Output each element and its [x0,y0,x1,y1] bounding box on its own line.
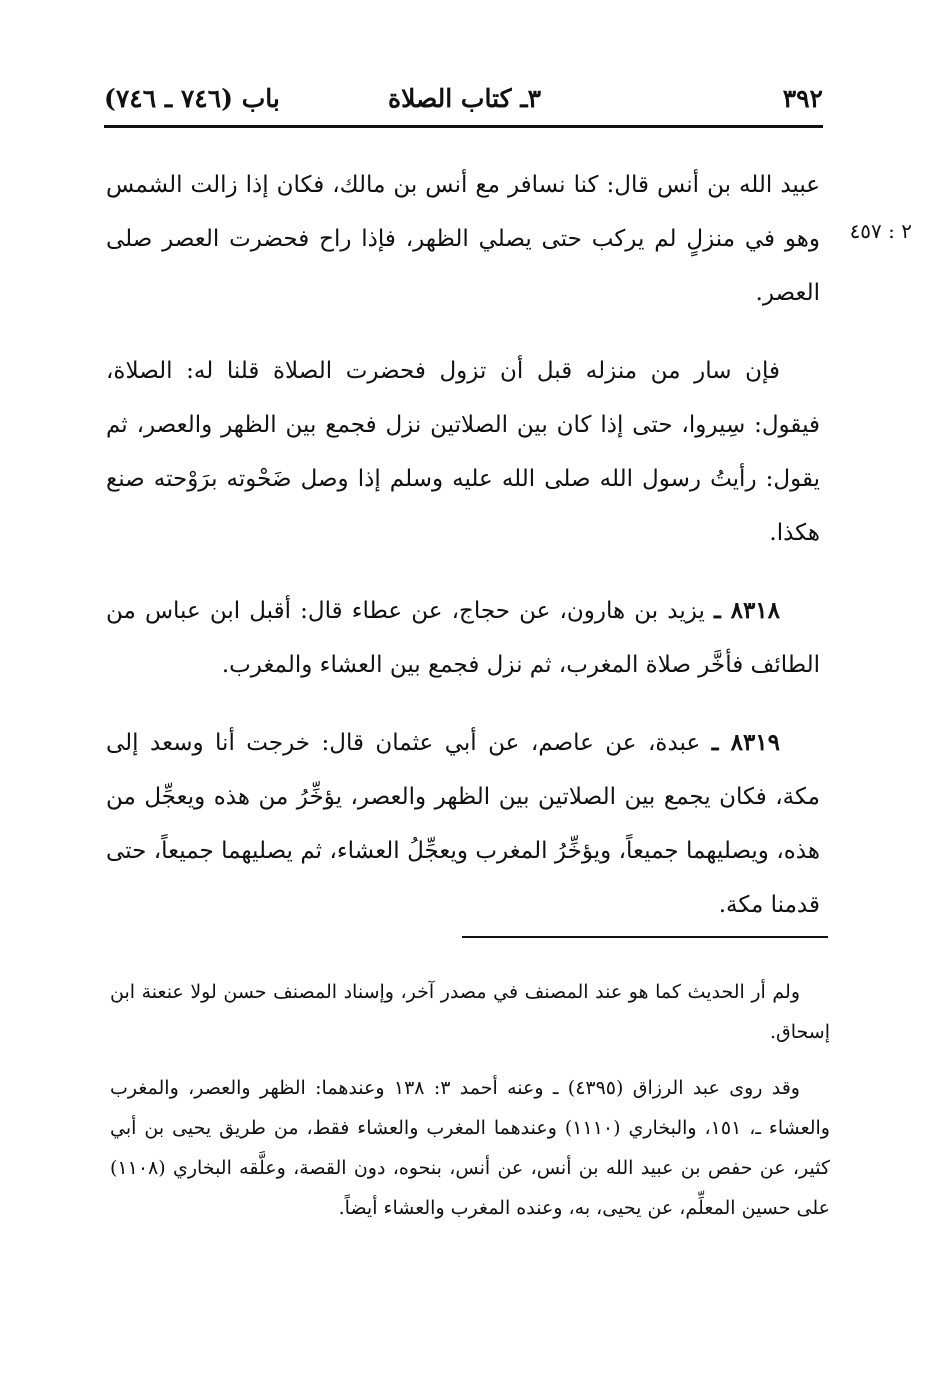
chapter-range: باب (٧٤٦ ـ ٧٤٦) [104,84,280,113]
hadith-8318 [106,584,820,692]
main-text [106,158,820,956]
hadith-number-8319: ٨٣١٩ ـ [711,729,781,756]
paragraph-continuation-2: فإن سار من منزله قبل أن تزول فحضرت الصلاة قلنا له: الصلاة، فيقول: سِيروا، حتى إذا كان بين الصلاتين نزل فجمع بين الظهر والعصر، ثم يقول: رأيتُ رسول الله صلى الله عليه وسلم إذا وصل ضَحْوته برَوْحته صنع هكذا. [106,358,820,546]
hadith-number-8318: ٨٣١٨ ـ [714,597,781,624]
paragraph-continuation: عبيد الله بن أنس قال: كنا نسافر مع أنس بن مالك، فكان إذا زالت الشمس وهو في منزلٍ لم يركب حتى يصلي الظهر، فإذا راح فحضرت العصر صلى العصر. [106,172,820,306]
book-title: ٣ـ كتاب الصلاة [387,84,541,113]
footnote-1: ولم أر الحديث كما هو عند المصنف في مصدر آخر، وإسناد المصنف حسن لولا عنعنة ابن إسحاق. [110,981,830,1043]
footnote-2: وقد روى عبد الرزاق (٤٣٩٥) ـ وعنه أحمد ٣: ١٣٨ وعندهما: الظهر والعصر، والمغرب والعشاء ـ، ١٥١، والبخاري (١١١٠) وعندهما المغرب والعشاء فقط، من طريق يحيى بن أبي كثير، عن حفص بن عبيد الله بن أنس، عن أنس، بنحوه، دون القصة، وعلَّقه البخاري (١١٠٨) على حسين المعلِّم، عن يحيى، به، وعنده المغرب والعشاء أيضاً. [110,1077,830,1219]
hadith-text-8319: عبدة، عن عاصم، عن أبي عثمان قال: خرجت أنا وسعد إلى مكة، فكان يجمع بين الصلاتين بين الظهر والعصر، يؤخِّرُ من هذه ويعجِّل من هذه، ويصليهما جميعاً، ويؤخِّرُ المغرب ويعجِّلُ العشاء، ثم يصليهما جميعاً، حتى قدمنا مكة. [106,730,820,918]
footnote-rule [462,936,828,938]
hadith-text-8318: يزيد بن هارون، عن حجاج، عن عطاء قال: أقبل ابن عباس من الطائف فأخَّر صلاة المغرب، ثم نزل فجمع بين العشاء والمغرب. [106,598,820,678]
hadith-8319 [106,716,820,932]
footnotes [110,972,830,1244]
running-header [104,82,823,122]
header-rule [104,125,823,128]
margin-reference: ٢ : ٤٥٧ [849,219,912,243]
page-number: ٣٩٢ [782,84,823,113]
